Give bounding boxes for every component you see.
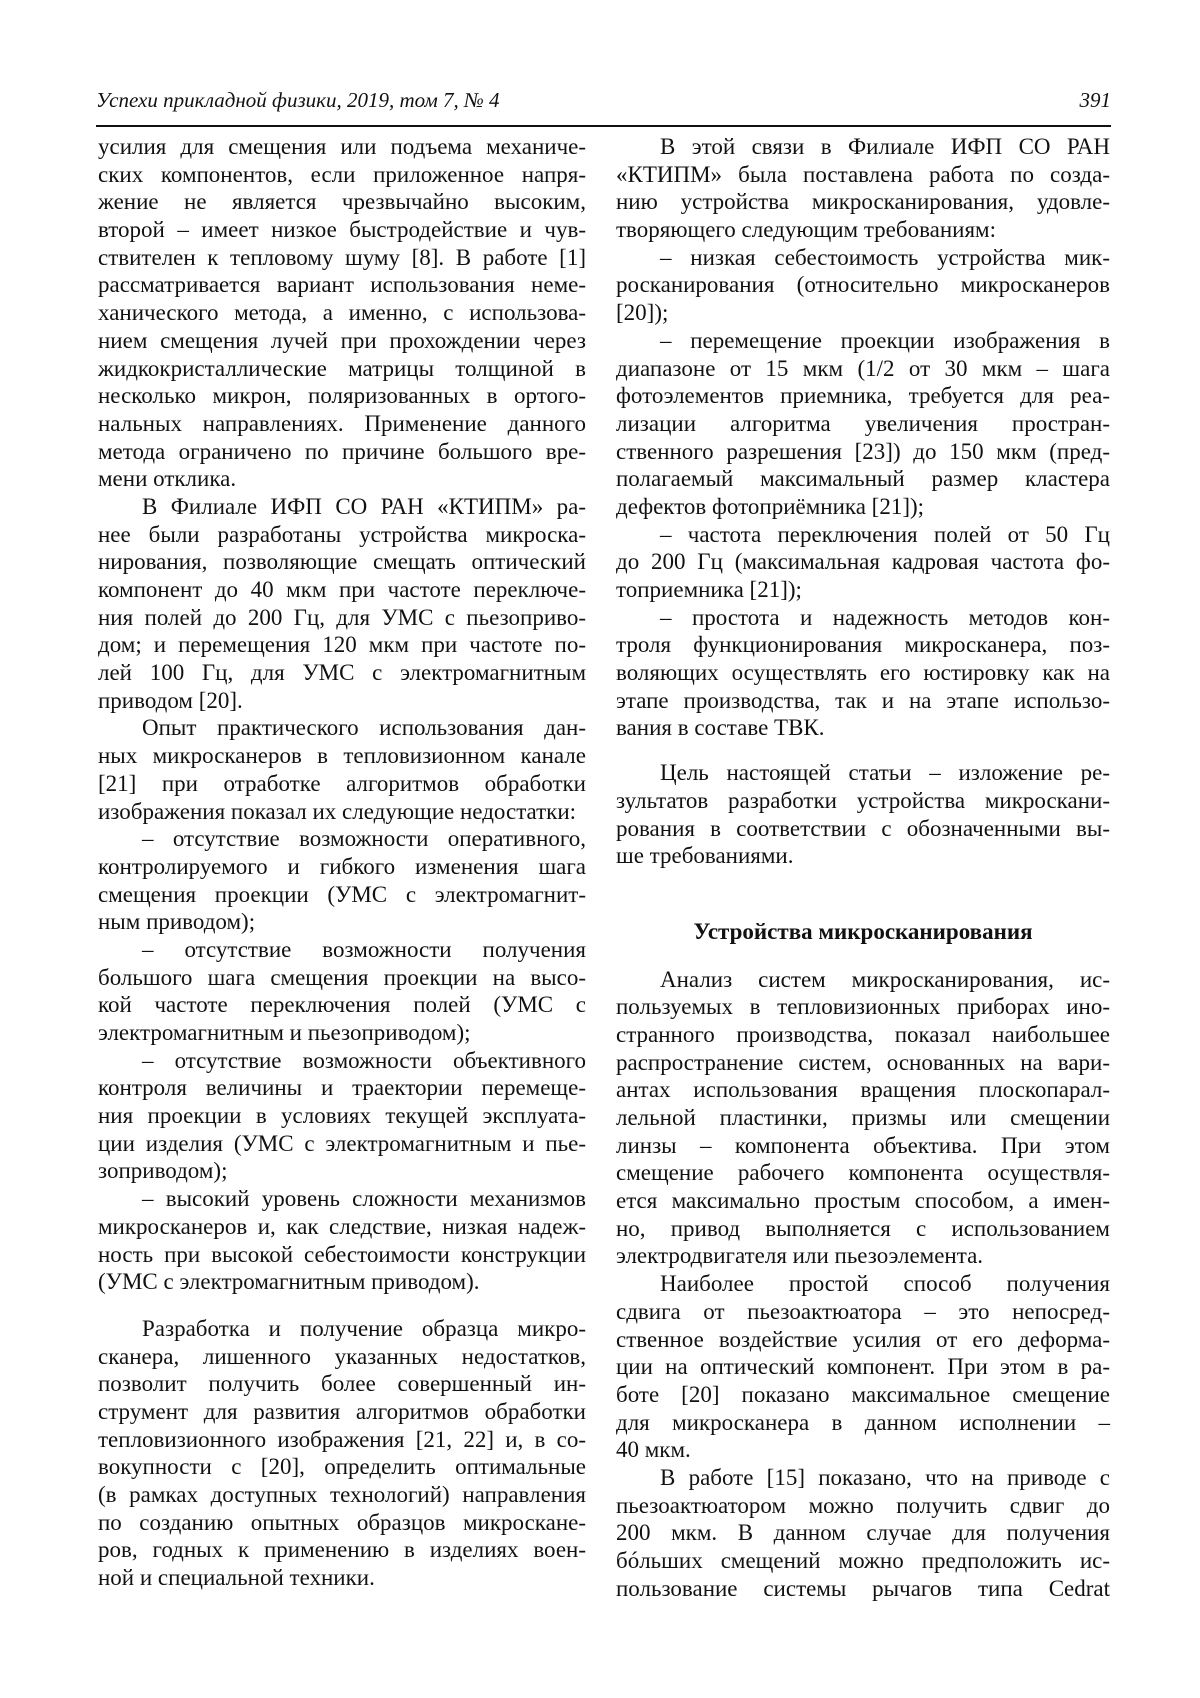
text-line: ше требованиями.	[616, 842, 1110, 870]
paragraph	[98, 936, 586, 1047]
text-line: нию устройства микросканирования, удовле-	[616, 188, 1110, 216]
text-line: ции изделия (УМС с электромагнитным и пье-	[98, 1130, 586, 1158]
text-line: [21] при отработке алгоритмов обработки	[98, 770, 586, 798]
text-line: жидкокристаллические матрицы толщиной в	[98, 355, 586, 383]
text-line: кой частоте переключения полей (УМС с	[98, 991, 586, 1019]
paragraph	[616, 759, 1110, 870]
text-line: тепловизионного изображения [21, 22] и, в со-	[98, 1426, 586, 1454]
paragraph	[616, 133, 1110, 244]
text-line: зоприводом);	[98, 1157, 586, 1185]
paragraph	[98, 1315, 586, 1592]
text-line: смещения проекции (УМС с электромагнит-	[98, 881, 586, 909]
text-line: электродвигателя или пьезоэлемента.	[616, 1242, 1110, 1270]
paragraph	[616, 1464, 1110, 1602]
paragraph	[98, 1047, 586, 1185]
text-line: фотоэлементов приемника, требуется для реа-	[616, 382, 1110, 410]
text-line: – частота переключения полей от 50 Гц	[616, 521, 1110, 549]
text-line: усилия для смещения или подъема механиче-	[98, 133, 586, 161]
paragraph	[616, 1270, 1110, 1464]
text-line: несколько микрон, поляризованных в ортого-	[98, 382, 586, 410]
text-line: пользуемых в тепловизионных приборах ино-	[616, 993, 1110, 1021]
text-line: странного производства, показал наибольшее	[616, 1021, 1110, 1049]
text-line: жение не является чрезвычайно высоким,	[98, 188, 586, 216]
text-line: (УМС с электромагнитным приводом).	[98, 1268, 586, 1296]
running-header	[96, 88, 1111, 118]
text-line: троля функционирования микросканера, поз-	[616, 631, 1110, 659]
text-line: (в рамках доступных технологий) направления	[98, 1481, 586, 1509]
text-line: контроля величины и траектории перемеще-	[98, 1074, 586, 1102]
text-line: нием смещения лучей при прохождении через	[98, 327, 586, 355]
text-line: – отсутствие возможности получения	[98, 936, 586, 964]
paragraph	[98, 1185, 586, 1296]
text-line: топриемника [21]);	[616, 576, 1110, 604]
text-line: распространение систем, основанных на вари-	[616, 1049, 1110, 1077]
text-line: зультатов разработки устройства микроскани-	[616, 787, 1110, 815]
text-line: лей 100 Гц, для УМС с электромагнитным	[98, 659, 586, 687]
text-line: Цель настоящей статьи – изложение ре-	[616, 759, 1110, 787]
paragraph	[616, 244, 1110, 327]
text-line: этапе производства, так и на этапе использо-	[616, 687, 1110, 715]
text-line: вания в составе ТВК.	[616, 714, 1110, 742]
section-heading: Устройства микросканирования	[616, 918, 1110, 946]
text-line: ность при высокой себестоимости конструкции	[98, 1241, 586, 1269]
text-line: большого шага смещения проекции на высо-	[98, 964, 586, 992]
text-line: по созданию опытных образцов микроскане-	[98, 1509, 586, 1537]
paragraph	[616, 966, 1110, 1271]
text-line: полагаемый максимальный размер кластера	[616, 465, 1110, 493]
text-line: ствителен к тепловому шуму [8]. В работе [1]	[98, 244, 586, 272]
paragraph	[98, 825, 586, 936]
text-line: рассматривается вариант использования неме-	[98, 271, 586, 299]
text-line: росканирования (относительно микросканеров	[616, 271, 1110, 299]
text-line: боте [20] показано максимальное смещение	[616, 1381, 1110, 1409]
text-line: второй – имеет низкое быстродействие и чув-	[98, 216, 586, 244]
paragraph	[98, 714, 586, 825]
text-line: «КТИПМ» была поставлена работа по созда-	[616, 161, 1110, 189]
text-line: нее были разработаны устройства микроска-	[98, 521, 586, 549]
text-line: 200 мкм. В данном случае для получения	[616, 1519, 1110, 1547]
text-line: – отсутствие возможности объективного	[98, 1047, 586, 1075]
text-line: ния проекции в условиях текущей эксплуата-	[98, 1102, 586, 1130]
text-line: ров, годных к применению в изделиях воен-	[98, 1536, 586, 1564]
text-line: нальных направлениях. Применение данного	[98, 410, 586, 438]
paragraph	[98, 493, 586, 715]
text-line: вокупности с [20], определить оптимальные	[98, 1453, 586, 1481]
text-line: – отсутствие возможности оперативного,	[98, 825, 586, 853]
text-line: сдвига от пьезоактюатора – это непосред-	[616, 1298, 1110, 1326]
text-line: струмент для развития алгоритмов обработки	[98, 1398, 586, 1426]
text-line: ным приводом);	[98, 908, 586, 936]
text-line: лельной пластинки, призмы или смещении	[616, 1104, 1110, 1132]
paragraph	[98, 133, 586, 493]
text-line: компонент до 40 мкм при частоте переключе-	[98, 576, 586, 604]
text-line: Анализ систем микросканирования, ис-	[616, 966, 1110, 994]
text-line: – высокий уровень сложности механизмов	[98, 1185, 586, 1213]
text-line: [20]);	[616, 299, 1110, 327]
page-number: 391	[1080, 88, 1112, 113]
text-line: до 200 Гц (максимальная кадровая частота фо-	[616, 548, 1110, 576]
text-line: дом; и перемещения 120 мкм при частоте по-	[98, 631, 586, 659]
section-body	[616, 966, 1110, 1603]
text-line: диапазоне от 15 мкм (1/2 от 30 мкм – шага	[616, 355, 1110, 383]
text-line: 40 мкм.	[616, 1436, 1110, 1464]
text-line: микросканеров и, как следствие, низкая надеж-	[98, 1213, 586, 1241]
text-line: нирования, позволяющие смещать оптический	[98, 548, 586, 576]
text-line: – низкая себестоимость устройства мик-	[616, 244, 1110, 272]
paragraph	[616, 521, 1110, 604]
text-line: ных микросканеров в тепловизионном канале	[98, 742, 586, 770]
text-line: смещение рабочего компонента осуществля-	[616, 1159, 1110, 1187]
text-line: линзы – компонента объектива. При этом	[616, 1132, 1110, 1160]
text-line: ственного разрешения [23]) до 150 мкм (пред-	[616, 438, 1110, 466]
text-line: ции на оптический компонент. При этом в ра-	[616, 1353, 1110, 1381]
text-line: В работе [15] показано, что на приводе с	[616, 1464, 1110, 1492]
text-line: мени отклика.	[98, 465, 586, 493]
text-line: Наиболее простой способ получения	[616, 1270, 1110, 1298]
text-line: В этой связи в Филиале ИФП СО РАН	[616, 133, 1110, 161]
text-line: антах использования вращения плоскопарал-	[616, 1076, 1110, 1104]
text-line: но, привод выполняется с использованием	[616, 1215, 1110, 1243]
header-rule	[96, 125, 1111, 127]
left-column	[98, 133, 586, 1592]
text-line: творяющего следующим требованиям:	[616, 216, 1110, 244]
text-line: ется максимально простым способом, а имен-	[616, 1187, 1110, 1215]
text-line: для микросканера в данном исполнении –	[616, 1409, 1110, 1437]
text-line: рования в соответствии с обозначенными вы-	[616, 815, 1110, 843]
text-line: бóльших смещений можно предположить ис-	[616, 1547, 1110, 1575]
text-line: – простота и надежность методов кон-	[616, 604, 1110, 632]
text-line: электромагнитным и пьезоприводом);	[98, 1019, 586, 1047]
text-line: пьезоактюатором можно получить сдвиг до	[616, 1492, 1110, 1520]
right-intro	[616, 133, 1110, 870]
text-line: ния полей до 200 Гц, для УМС с пьезоприво-	[98, 604, 586, 632]
text-line: метода ограничено по причине большого вре-	[98, 438, 586, 466]
text-line: воляющих осуществлять его юстировку как на	[616, 659, 1110, 687]
text-line: дефектов фотоприёмника [21]);	[616, 493, 1110, 521]
text-line: – перемещение проекции изображения в	[616, 327, 1110, 355]
text-line: изображения показал их следующие недостатки:	[98, 798, 586, 826]
paragraph	[616, 327, 1110, 521]
text-line: В Филиале ИФП СО РАН «КТИПМ» ра-	[98, 493, 586, 521]
text-line: приводом [20].	[98, 687, 586, 715]
paragraph	[616, 604, 1110, 742]
text-line: ханического метода, а именно, с использова-	[98, 299, 586, 327]
text-line: позволит получить более совершенный ин-	[98, 1370, 586, 1398]
text-line: сканера, лишенного указанных недостатков,	[98, 1343, 586, 1371]
text-line: ной и специальной техники.	[98, 1564, 586, 1592]
text-line: ских компонентов, если приложенное напря-	[98, 161, 586, 189]
journal-title: Успехи прикладной физики, 2019, том 7, № 4	[96, 88, 500, 113]
text-line: Опыт практического использования дан-	[98, 714, 586, 742]
text-line: контролируемого и гибкого изменения шага	[98, 853, 586, 881]
text-line: лизации алгоритма увеличения простран-	[616, 410, 1110, 438]
text-line: Разработка и получение образца микро-	[98, 1315, 586, 1343]
right-column	[616, 133, 1110, 1602]
text-line: ственное воздействие усилия от его деформа-	[616, 1326, 1110, 1354]
text-line: пользование системы рычагов типа Cedrat	[616, 1575, 1110, 1603]
